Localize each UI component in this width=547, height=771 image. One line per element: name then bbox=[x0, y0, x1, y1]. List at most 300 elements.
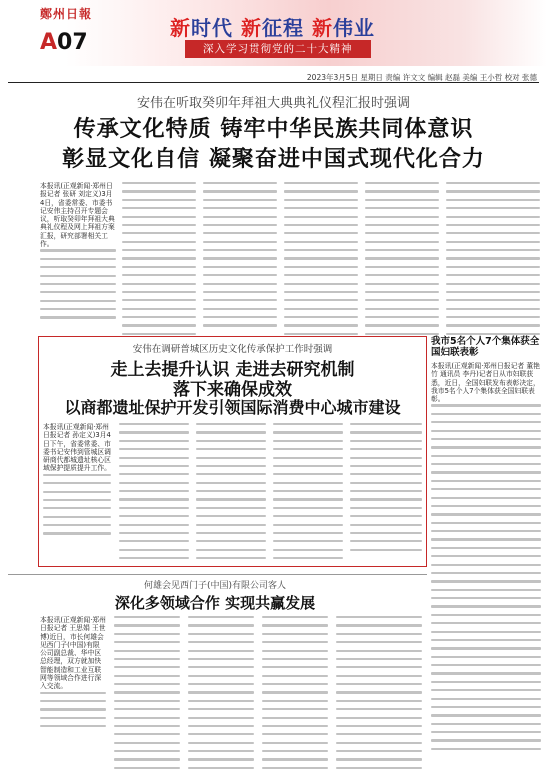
article1-column-4 bbox=[284, 182, 358, 341]
text-line bbox=[196, 557, 266, 559]
slogan-part: 征程 bbox=[261, 16, 312, 40]
text-line bbox=[273, 557, 343, 559]
text-line bbox=[284, 299, 358, 301]
text-line bbox=[114, 624, 180, 626]
text-line bbox=[431, 672, 541, 674]
text-line bbox=[196, 448, 266, 450]
text-line bbox=[446, 249, 540, 251]
text-line bbox=[336, 666, 422, 668]
text-line bbox=[446, 207, 540, 209]
text-line bbox=[203, 299, 277, 301]
text-line bbox=[40, 725, 106, 727]
article2-box bbox=[38, 336, 427, 567]
text-line bbox=[262, 666, 328, 668]
text-line bbox=[336, 624, 422, 626]
text-line bbox=[122, 324, 196, 326]
text-line bbox=[350, 490, 422, 492]
text-line bbox=[431, 580, 541, 582]
text-line bbox=[284, 224, 358, 226]
text-line bbox=[188, 616, 254, 618]
article2-column-1 bbox=[43, 423, 111, 541]
text-line bbox=[365, 241, 439, 243]
issue-info: 2023年3月5日 星期日 责编 许文文 编辑 赵磊 美编 王小哲 校对 张德 bbox=[306, 73, 537, 82]
text-line bbox=[350, 448, 422, 450]
text-line bbox=[273, 507, 343, 509]
text-line bbox=[262, 708, 328, 710]
text-line bbox=[43, 524, 111, 526]
text-line bbox=[114, 641, 180, 643]
text-line bbox=[350, 473, 422, 475]
text-line bbox=[203, 324, 277, 326]
text-line bbox=[284, 216, 358, 218]
text-line bbox=[273, 440, 343, 442]
text-line bbox=[365, 316, 439, 318]
text-line bbox=[196, 482, 266, 484]
article2-kicker: 安伟在调研普城区历史文化传承保护工作时强调 bbox=[132, 344, 333, 355]
text-line bbox=[284, 257, 358, 259]
text-line bbox=[284, 333, 358, 335]
text-line bbox=[196, 498, 266, 500]
article1-byline: 本报讯(正观新闻·郑州日报记者 张研 刘定义)3月4日，省委常委、市委书记安伟主持召开专题会议，听取癸卯年拜祖大典典礼仪程及网上拜祖方案汇报，研究部署相关工作。 bbox=[40, 182, 115, 249]
text-line bbox=[122, 274, 196, 276]
text-line bbox=[431, 497, 541, 499]
text-line bbox=[40, 692, 106, 694]
text-line bbox=[203, 216, 277, 218]
text-line bbox=[188, 666, 254, 668]
text-line bbox=[284, 274, 358, 276]
text-line bbox=[431, 438, 541, 440]
text-line bbox=[203, 199, 277, 201]
text-line bbox=[284, 291, 358, 293]
page-number bbox=[40, 30, 88, 55]
text-line bbox=[273, 549, 343, 551]
text-line bbox=[350, 465, 422, 467]
text-line bbox=[40, 266, 116, 268]
text-line bbox=[431, 446, 541, 448]
article2-column-3 bbox=[196, 423, 266, 565]
text-line bbox=[114, 633, 180, 635]
text-line bbox=[119, 431, 189, 433]
header-rule bbox=[8, 82, 539, 83]
text-line bbox=[431, 421, 541, 423]
text-line bbox=[196, 423, 266, 425]
text-line bbox=[446, 274, 540, 276]
text-line bbox=[262, 658, 328, 660]
text-line bbox=[446, 316, 540, 318]
text-line bbox=[196, 524, 266, 526]
text-line bbox=[262, 700, 328, 702]
text-line bbox=[119, 549, 189, 551]
text-line bbox=[365, 224, 439, 226]
text-line bbox=[365, 216, 439, 218]
text-line bbox=[431, 639, 541, 641]
article2-column-4 bbox=[273, 423, 343, 565]
text-line bbox=[446, 291, 540, 293]
text-line bbox=[431, 413, 541, 415]
text-line bbox=[196, 431, 266, 433]
slogan-part: 时代 bbox=[191, 16, 241, 40]
text-line bbox=[203, 274, 277, 276]
text-line bbox=[431, 488, 541, 490]
text-line bbox=[122, 266, 196, 268]
text-line bbox=[188, 700, 254, 702]
article1-headline-line1: 传承文化特质 铸牢中华民族共同体意识 bbox=[73, 117, 474, 142]
text-line bbox=[365, 324, 439, 326]
text-line bbox=[43, 474, 111, 476]
text-line bbox=[188, 683, 254, 685]
text-line bbox=[446, 199, 540, 201]
text-line bbox=[446, 241, 540, 243]
text-line bbox=[40, 708, 106, 710]
text-line bbox=[122, 333, 196, 335]
text-line bbox=[431, 505, 541, 507]
text-line bbox=[273, 465, 343, 467]
text-line bbox=[203, 207, 277, 209]
text-line bbox=[43, 532, 111, 534]
article2-headline-line3: 以商都遗址保护开发引领国际消费中心城市建设 bbox=[64, 398, 401, 417]
text-line bbox=[350, 524, 422, 526]
text-line bbox=[40, 316, 116, 318]
article1-subtitle: 安伟在听取癸卯年拜祖大典典礼仪程汇报时强调 bbox=[136, 96, 410, 111]
text-line bbox=[188, 733, 254, 735]
text-line bbox=[350, 440, 422, 442]
text-line bbox=[196, 532, 266, 534]
text-line bbox=[273, 498, 343, 500]
text-line bbox=[262, 633, 328, 635]
text-line bbox=[203, 190, 277, 192]
text-line bbox=[114, 700, 180, 702]
text-line bbox=[114, 758, 180, 760]
text-line bbox=[365, 249, 439, 251]
text-line bbox=[365, 308, 439, 310]
text-line bbox=[122, 299, 196, 301]
text-line bbox=[188, 750, 254, 752]
page-header bbox=[0, 0, 547, 66]
article2-headline-line2: 落下来确保成效 bbox=[173, 380, 292, 400]
article1-headline-line2: 彰显文化自信 凝聚奋进中国式现代化合力 bbox=[62, 147, 485, 172]
text-line bbox=[365, 190, 439, 192]
text-line bbox=[122, 291, 196, 293]
article3-kicker: 何雄会见西门子(中国)有限公司客人 bbox=[143, 581, 287, 591]
text-line bbox=[262, 733, 328, 735]
text-line bbox=[431, 681, 541, 683]
text-line bbox=[350, 431, 422, 433]
text-line bbox=[40, 717, 106, 719]
text-line bbox=[119, 448, 189, 450]
text-line bbox=[365, 182, 439, 184]
text-line bbox=[122, 257, 196, 259]
text-line bbox=[119, 524, 189, 526]
text-line bbox=[336, 742, 422, 744]
text-line bbox=[262, 717, 328, 719]
text-line bbox=[431, 622, 541, 624]
text-line bbox=[431, 723, 541, 725]
text-line bbox=[446, 283, 540, 285]
text-line bbox=[119, 498, 189, 500]
text-line bbox=[119, 473, 189, 475]
text-line bbox=[203, 249, 277, 251]
text-line bbox=[119, 482, 189, 484]
text-line bbox=[431, 555, 541, 557]
sidebar-article bbox=[431, 336, 541, 756]
text-line bbox=[446, 224, 540, 226]
text-line bbox=[273, 448, 343, 450]
text-line bbox=[284, 190, 358, 192]
text-line bbox=[262, 683, 328, 685]
text-line bbox=[196, 507, 266, 509]
text-line bbox=[336, 683, 422, 685]
text-line bbox=[446, 190, 540, 192]
text-line bbox=[336, 616, 422, 618]
article2-column-5 bbox=[350, 423, 422, 557]
text-line bbox=[431, 572, 541, 574]
text-line bbox=[365, 274, 439, 276]
text-line bbox=[188, 725, 254, 727]
text-line bbox=[122, 224, 196, 226]
text-line bbox=[203, 283, 277, 285]
text-line bbox=[336, 758, 422, 760]
text-line bbox=[119, 532, 189, 534]
article3-column-5 bbox=[336, 616, 422, 771]
text-line bbox=[431, 731, 541, 733]
text-line bbox=[40, 249, 116, 251]
text-line bbox=[119, 465, 189, 467]
text-line bbox=[431, 471, 541, 473]
text-line bbox=[336, 725, 422, 727]
text-line bbox=[196, 540, 266, 542]
slogan bbox=[170, 12, 375, 41]
text-line bbox=[122, 249, 196, 251]
text-line bbox=[122, 207, 196, 209]
text-line bbox=[365, 232, 439, 234]
text-line bbox=[43, 499, 111, 501]
text-line bbox=[336, 650, 422, 652]
text-line bbox=[350, 423, 422, 425]
text-line bbox=[431, 589, 541, 591]
text-line bbox=[284, 232, 358, 234]
text-line bbox=[203, 182, 277, 184]
text-line bbox=[273, 457, 343, 459]
text-line bbox=[262, 675, 328, 677]
text-line bbox=[262, 725, 328, 727]
slogan-part: 伟业 bbox=[332, 16, 375, 40]
text-line bbox=[40, 300, 116, 302]
text-line bbox=[40, 308, 116, 310]
text-line bbox=[350, 540, 422, 542]
text-line bbox=[446, 333, 540, 335]
newspaper-logo: 鄭州日報 bbox=[40, 7, 93, 21]
text-line bbox=[431, 538, 541, 540]
text-line bbox=[262, 691, 328, 693]
article3-byline: 本报讯(正观新闻·郑州日报记者 王思娟 王世博)近日，市长何雄会见西门子(中国)有限公司副总裁、华中区总经理，双方就加快智能制造和工业互联网等领域合作进行深入交流。 bbox=[40, 616, 106, 691]
text-line bbox=[446, 266, 540, 268]
text-line bbox=[119, 515, 189, 517]
text-line bbox=[119, 423, 189, 425]
text-line bbox=[431, 597, 541, 599]
text-line bbox=[431, 564, 541, 566]
text-line bbox=[262, 624, 328, 626]
text-line bbox=[43, 507, 111, 509]
article3-column-1 bbox=[40, 616, 106, 734]
article3-headline: 深化多领域合作 实现共赢发展 bbox=[114, 594, 316, 612]
text-line bbox=[336, 675, 422, 677]
text-line bbox=[431, 522, 541, 524]
text-line bbox=[196, 465, 266, 467]
text-line bbox=[188, 742, 254, 744]
slogan-part: 新 bbox=[311, 16, 333, 40]
text-line bbox=[188, 641, 254, 643]
article1-column-3 bbox=[203, 182, 277, 333]
text-line bbox=[262, 650, 328, 652]
article2-byline: 本报讯(正观新闻·郑州日报记者 孙定义)3月4日下午，省委常委、市委书记安伟到管城区调研商代都城遗址核心区域保护提质提升工作。 bbox=[43, 423, 111, 473]
text-line bbox=[284, 241, 358, 243]
text-line bbox=[336, 641, 422, 643]
text-line bbox=[114, 691, 180, 693]
text-line bbox=[284, 266, 358, 268]
article3-column-3 bbox=[188, 616, 254, 771]
text-line bbox=[43, 491, 111, 493]
text-line bbox=[431, 664, 541, 666]
text-line bbox=[446, 257, 540, 259]
text-line bbox=[365, 299, 439, 301]
text-line bbox=[203, 308, 277, 310]
text-line bbox=[119, 440, 189, 442]
text-line bbox=[43, 516, 111, 518]
text-line bbox=[203, 241, 277, 243]
article3-column-4 bbox=[262, 616, 328, 771]
text-line bbox=[365, 266, 439, 268]
text-line bbox=[431, 706, 541, 708]
text-line bbox=[446, 232, 540, 234]
text-line bbox=[119, 490, 189, 492]
text-line bbox=[284, 207, 358, 209]
text-line bbox=[40, 700, 106, 702]
text-line bbox=[365, 207, 439, 209]
text-line bbox=[350, 507, 422, 509]
text-line bbox=[431, 714, 541, 716]
text-line bbox=[122, 199, 196, 201]
text-line bbox=[431, 614, 541, 616]
text-line bbox=[431, 547, 541, 549]
text-line bbox=[431, 739, 541, 741]
text-line bbox=[284, 182, 358, 184]
text-line bbox=[188, 758, 254, 760]
text-line bbox=[188, 658, 254, 660]
text-line bbox=[188, 675, 254, 677]
text-line bbox=[114, 683, 180, 685]
text-line bbox=[196, 549, 266, 551]
text-line bbox=[262, 767, 328, 769]
text-line bbox=[431, 698, 541, 700]
text-line bbox=[446, 324, 540, 326]
slogan-part: 新 bbox=[240, 16, 262, 40]
text-line bbox=[188, 708, 254, 710]
text-line bbox=[196, 457, 266, 459]
text-line bbox=[114, 733, 180, 735]
text-line bbox=[431, 455, 541, 457]
text-line bbox=[350, 498, 422, 500]
text-line bbox=[284, 308, 358, 310]
text-line bbox=[431, 463, 541, 465]
text-line bbox=[188, 633, 254, 635]
text-line bbox=[114, 650, 180, 652]
text-line bbox=[114, 708, 180, 710]
text-line bbox=[122, 232, 196, 234]
text-line bbox=[188, 650, 254, 652]
text-line bbox=[431, 404, 541, 406]
text-line bbox=[114, 675, 180, 677]
text-line bbox=[273, 431, 343, 433]
text-line bbox=[446, 299, 540, 301]
sidebar-byline: 本报讯(正观新闻·郑州日报记者 董艳竹 通讯员 李丹)记者日从市妇联获悉，近日，全国妇联发布表彰决定，我市5名个人7个集体获全国妇联表彰。 bbox=[431, 362, 540, 404]
text-line bbox=[262, 742, 328, 744]
text-line bbox=[336, 658, 422, 660]
sidebar-headline: 我市5名个人7个集体获全国妇联表彰 bbox=[431, 336, 540, 358]
slogan-part: 新 bbox=[170, 16, 191, 40]
text-line bbox=[273, 524, 343, 526]
text-line bbox=[188, 691, 254, 693]
text-line bbox=[40, 275, 116, 277]
text-line bbox=[114, 717, 180, 719]
text-line bbox=[119, 457, 189, 459]
article2-headline-line1: 走上去提升认识 走进去研究机制 bbox=[110, 360, 355, 380]
article1-column-2 bbox=[122, 182, 196, 341]
text-line bbox=[350, 482, 422, 484]
text-line bbox=[365, 333, 439, 335]
text-line bbox=[431, 430, 541, 432]
text-line bbox=[336, 633, 422, 635]
text-line bbox=[431, 647, 541, 649]
text-line bbox=[122, 216, 196, 218]
text-line bbox=[203, 316, 277, 318]
text-line bbox=[114, 666, 180, 668]
text-line bbox=[262, 641, 328, 643]
text-line bbox=[203, 232, 277, 234]
text-line bbox=[196, 490, 266, 492]
text-line bbox=[365, 257, 439, 259]
text-line bbox=[196, 473, 266, 475]
text-line bbox=[119, 507, 189, 509]
text-line bbox=[336, 717, 422, 719]
text-line bbox=[273, 515, 343, 517]
article1-column-1 bbox=[40, 182, 116, 325]
text-line bbox=[284, 249, 358, 251]
text-line bbox=[40, 258, 116, 260]
article3-column-2 bbox=[114, 616, 180, 771]
text-line bbox=[273, 423, 343, 425]
article2-column-2 bbox=[119, 423, 189, 565]
text-line bbox=[350, 457, 422, 459]
text-line bbox=[188, 767, 254, 769]
text-line bbox=[431, 689, 541, 691]
text-line bbox=[336, 767, 422, 769]
text-line bbox=[365, 291, 439, 293]
text-line bbox=[431, 631, 541, 633]
text-line bbox=[336, 750, 422, 752]
text-line bbox=[350, 515, 422, 517]
text-line bbox=[350, 549, 422, 551]
text-line bbox=[43, 482, 111, 484]
text-line bbox=[431, 480, 541, 482]
text-line bbox=[336, 733, 422, 735]
text-line bbox=[122, 283, 196, 285]
text-line bbox=[446, 308, 540, 310]
text-line bbox=[273, 532, 343, 534]
text-line bbox=[196, 515, 266, 517]
text-line bbox=[196, 440, 266, 442]
text-line bbox=[350, 532, 422, 534]
text-line bbox=[273, 540, 343, 542]
